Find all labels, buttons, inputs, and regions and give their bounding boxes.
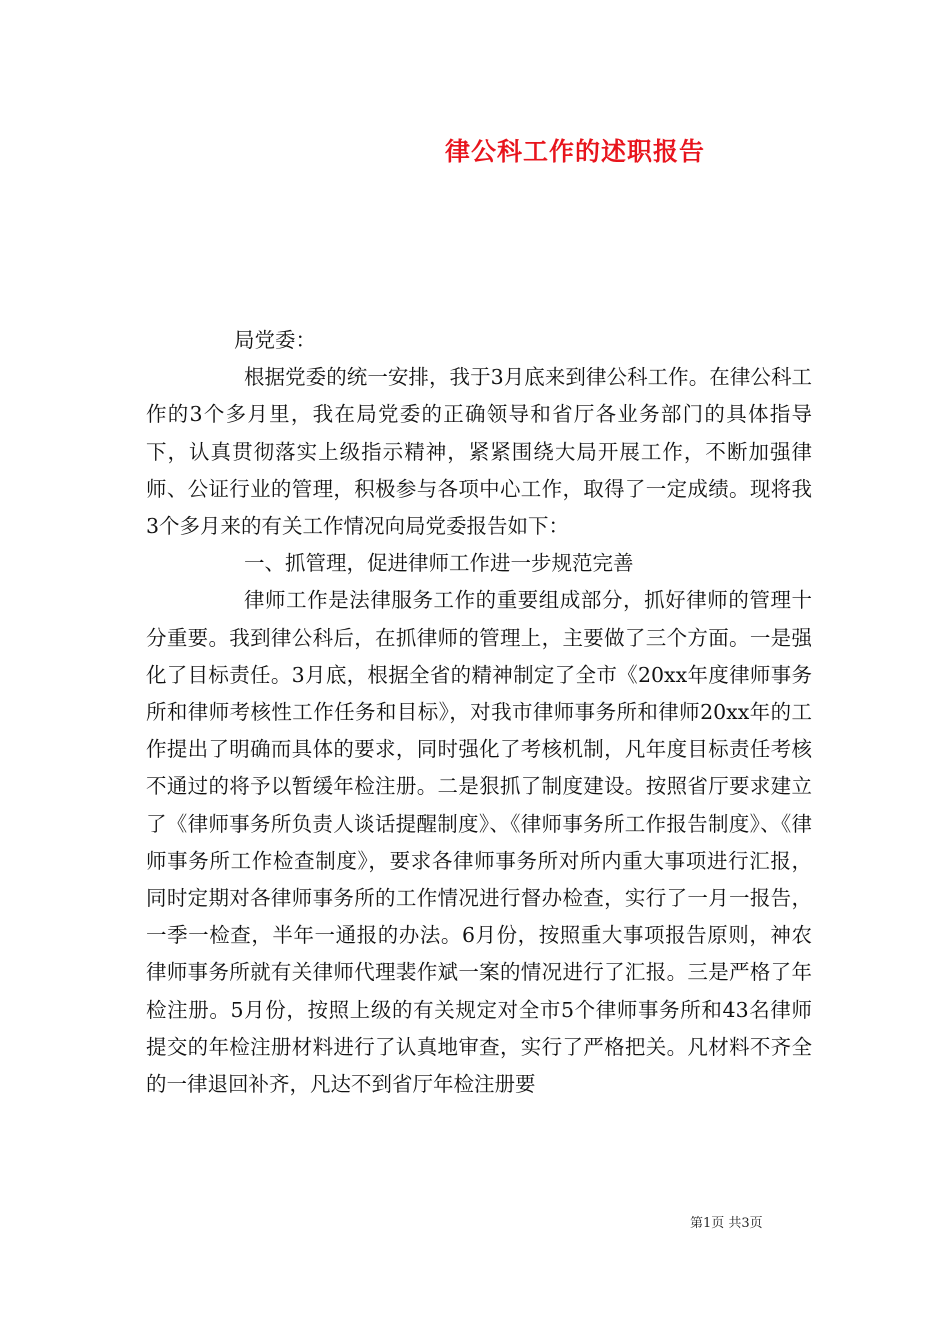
document-body (146, 322, 812, 1103)
paragraph-lawyer-management: 律师工作是法律服务工作的重要组成部分，抓好律师的管理十分重要。我到律公科后，在抓律师的管理上，主要做了三个方面。一是强化了目标责任。3月底，根据全省的精神制定了全市《20xx年度律师事务所和律师考核性工作任务和目标》，对我市律师事务所和律师20xx年的工作提出了明确而具体的要求，同时强化了考核机制，凡年度目标责任考核不通过的将予以暂缓年检注册。二是狠抓了制度建设。按照省厅要求建立了《律师事务所负责人谈话提醒制度》、《律师事务所工作报告制度》、《律师事务所工作检查制度》，要求各律师事务所对所内重大事项进行汇报，同时定期对各律师事务所的工作情况进行督办检查，实行了一月一报告，一季一检查，半年一通报的办法。6月份，按照重大事项报告原则，神农律师事务所就有关律师代理裴作斌一案的情况进行了汇报。三是严格了年检注册。5月份，按照上级的有关规定对全市5个律师事务所和43名律师提交的年检注册材料进行了认真地审查，实行了严格把关。凡材料不齐全的一律退回补齐，凡达不到省厅年检注册要 (146, 588, 812, 1097)
page-footer: 第1页 共3页 (690, 1216, 763, 1231)
paragraph-intro: 根据党委的统一安排，我于3月底来到律公科工作。在律公科工作的3个多月里，我在局党委的正确领导和省厅各业务部门的具体指导下，认真贯彻落实上级指示精神，紧紧围绕大局开展工作，不断加强律师、公证行业的管理，积极参与各项中心工作，取得了一定成绩。现将我3个多月来的有关工作情况向局党委报告如下： (146, 365, 812, 539)
section-heading-1: 一、抓管理，促进律师工作进一步规范完善 (244, 551, 634, 576)
page-title: 律公科工作的述职报告 (444, 137, 705, 166)
salutation: 局党委： (234, 328, 316, 352)
